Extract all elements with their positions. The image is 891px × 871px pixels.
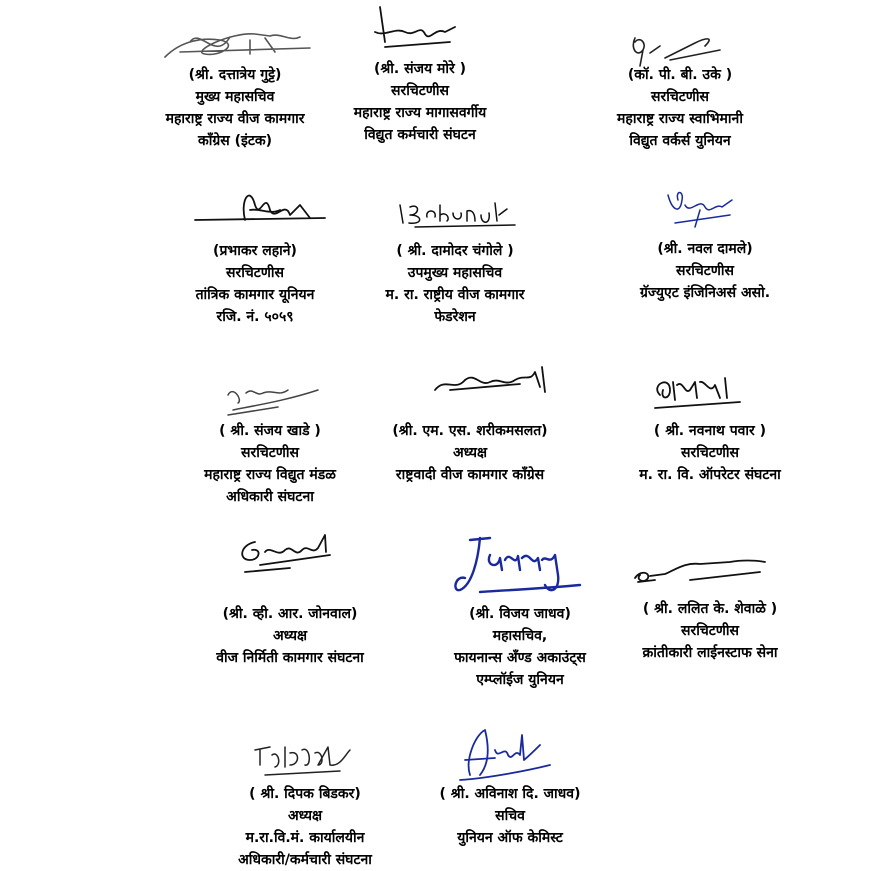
- signatory-org: फेडरेशन: [434, 309, 476, 325]
- signatory-name: (श्री. संजय मोरे ): [374, 61, 466, 77]
- signatory-org: विद्युत वर्कर्स युनियन: [629, 133, 731, 149]
- signature-more: [365, 2, 465, 57]
- signatory-name: (कॉ. पी. बी. उके ): [627, 67, 733, 83]
- signatory-role: महासचिव,: [492, 628, 548, 644]
- signature-ukey: [625, 28, 725, 68]
- signatory-block-jonwal: [190, 603, 390, 669]
- signatory-block-ukey: [585, 64, 775, 152]
- signatory-name: ( श्री. अविनाश दि. जाधव): [439, 786, 581, 802]
- signatory-org: म. रा. राष्ट्रीय वीज कामगार: [385, 287, 525, 303]
- signatory-name: (श्री. नवल दामले): [657, 241, 753, 257]
- signatory-role: मुख्य महासचिव: [195, 89, 275, 105]
- signature-sharikamasalat: [430, 362, 560, 402]
- signatory-org: वीज निर्मिती कामगार संघटना: [216, 650, 364, 666]
- signatory-role: सचिव: [495, 808, 525, 824]
- signatory-block-sharikamasalat: [370, 420, 570, 486]
- signatory-block-avinash: [410, 783, 610, 849]
- signatory-role: उपमुख्य महासचिव: [407, 265, 503, 281]
- signatory-block-jadhav: [420, 603, 620, 691]
- signature-khade: [218, 375, 328, 420]
- signatory-role: सरचिटणीस: [681, 445, 739, 461]
- signatory-org: ग्रॅज्युएट इंजिनिअर्स असो.: [639, 285, 771, 301]
- signatory-org: फायनान्स अँण्ड अकाउंट्स: [454, 650, 586, 666]
- signatory-org: अधिकारी संघटना: [226, 489, 314, 505]
- signatory-role: सरचिटणीस: [681, 623, 739, 639]
- signatory-role: सरचिटणीस: [241, 445, 299, 461]
- signatory-name: ( श्री. दिपक बिडकर): [249, 786, 361, 802]
- signatory-org: महाराष्ट्र राज्य मागासवर्गीय: [353, 105, 487, 121]
- signatory-block-more: [325, 58, 515, 146]
- signatory-name: (श्री. दत्तात्रेय गुट्टे): [188, 67, 282, 83]
- signatory-org: महाराष्ट्र राज्य वीज कामगार: [165, 111, 305, 127]
- signatory-org: तांत्रिक कामगार यूनियन: [195, 287, 315, 303]
- signatory-role: सरचिटणीस: [651, 89, 709, 105]
- signatory-org: क्रांतीकारी लाईनस्टाफ सेना: [642, 645, 778, 661]
- signature-pawar: [645, 370, 745, 415]
- signatory-org: महाराष्ट्र राज्य विद्युत मंडळ: [204, 467, 336, 483]
- signatory-name: (श्री. एम. एस. शरीकमसलत): [392, 423, 548, 439]
- signatory-role: अध्यक्ष: [287, 808, 323, 824]
- signatory-org: म.रा.वि.मं. कार्यालयीन: [245, 830, 365, 846]
- signature-lahane: [190, 180, 330, 230]
- signature-shewale: [630, 550, 770, 590]
- signatory-org: काँग्रेस (इंटक): [197, 133, 273, 149]
- signatory-block-changole: [360, 240, 550, 328]
- signatory-org: राष्ट्रवादी वीज कामगार काँग्रेस: [395, 467, 545, 483]
- signatory-name: ( श्री. ललित के. शेवाळे ): [642, 601, 778, 617]
- signatory-block-shewale: [610, 598, 810, 664]
- signatory-role: अध्यक्ष: [452, 445, 488, 461]
- signatory-block-gutte: [140, 64, 330, 152]
- signatory-role: सरचिटणीस: [676, 263, 734, 279]
- signatory-name: (श्री. व्ही. आर. जोनवाल): [222, 606, 358, 622]
- signatory-name: ( श्री. दामोदर चंगोले ): [396, 243, 514, 259]
- signature-avinash: [450, 720, 560, 790]
- signature-jonwal: [230, 530, 340, 580]
- signature-changole: [395, 195, 525, 230]
- signatory-block-lahane: [165, 240, 345, 328]
- signature-jadhav: [450, 530, 590, 600]
- signatory-role: सरचिटणीस: [391, 83, 449, 99]
- signatory-org: विद्युत कर्मचारी संघटन: [364, 127, 476, 143]
- signatory-block-damle: [610, 238, 800, 304]
- signature-bidkar: [250, 735, 360, 780]
- signatory-name: (प्रभाकर लहाने): [213, 243, 297, 259]
- signatory-org: महाराष्ट्र राज्य स्वाभिमानी: [617, 111, 743, 127]
- signatory-block-khade: [180, 420, 360, 508]
- signatory-role: सरचिटणीस: [226, 265, 284, 281]
- signatory-org: अधिकारी/कर्मचारी संघटना: [238, 852, 372, 868]
- signatory-org: रजि. नं. ५०५९: [216, 309, 294, 325]
- signatory-block-pawar: [615, 420, 805, 486]
- signature-damle: [660, 185, 740, 230]
- signatory-block-bidkar: [210, 783, 400, 871]
- signatory-name: ( श्री. संजय खाडे ): [219, 423, 321, 439]
- signatory-name: ( श्री. नवनाथ पवार ): [653, 423, 767, 439]
- signatory-org: युनियन ऑफ केमिस्ट: [457, 830, 563, 846]
- signatory-name: (श्री. विजय जाधव): [469, 606, 571, 622]
- signatory-org: एम्प्लॉईज युनियन: [476, 672, 564, 688]
- signatory-role: अध्यक्ष: [272, 628, 308, 644]
- signatory-org: म. रा. वि. ऑपरेटर संघटना: [639, 467, 781, 483]
